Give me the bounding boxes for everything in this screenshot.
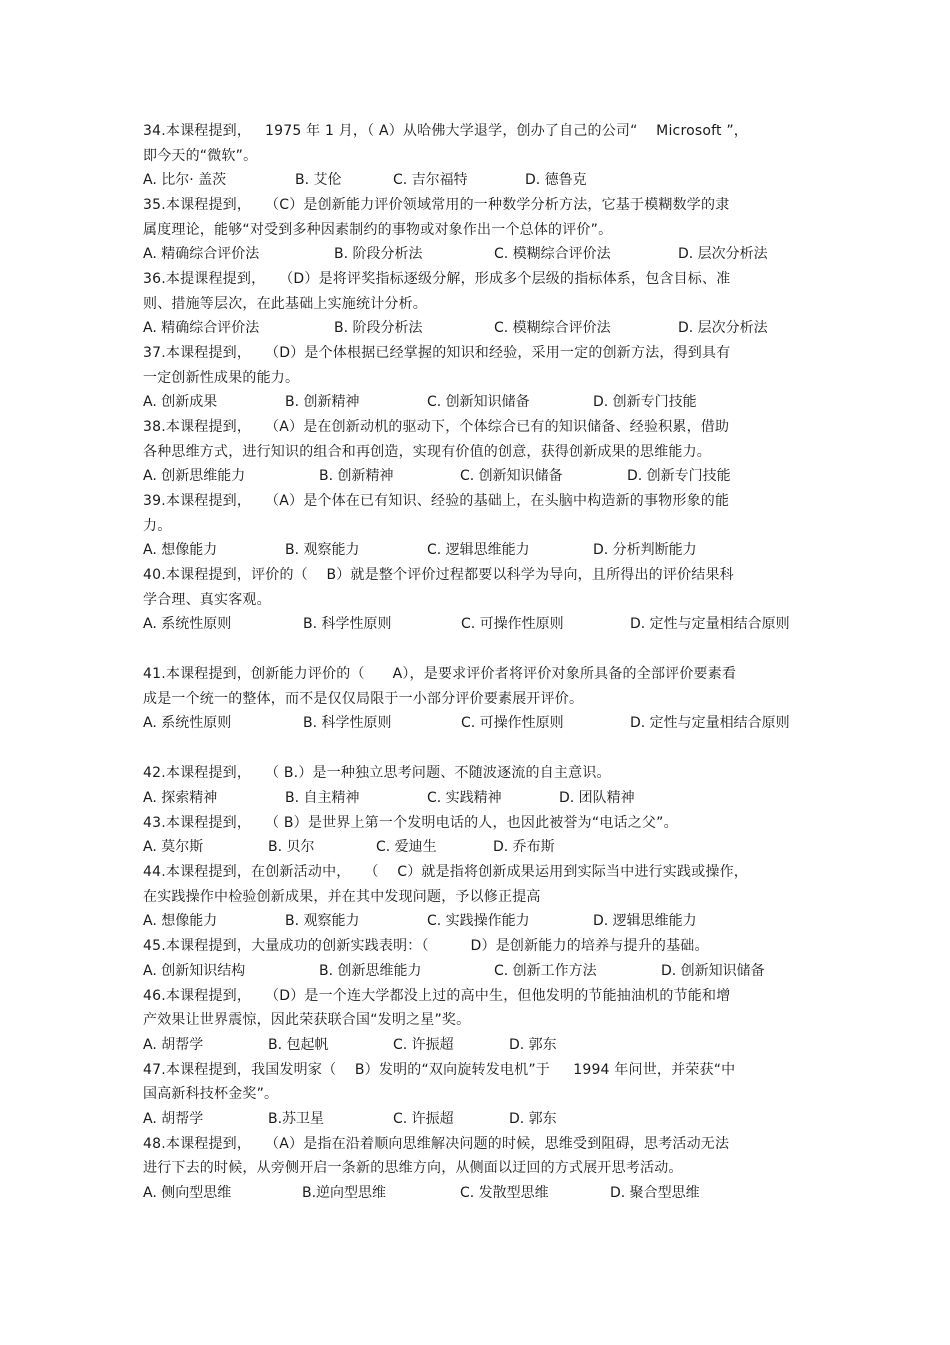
question-37: [143, 341, 803, 415]
question-47: [143, 1058, 803, 1132]
question-stem: 45.本课程提到，大量成功的创新实践表明：（ D）是创新能力的培养与提升的基础。: [143, 938, 709, 954]
option-row: [143, 168, 803, 193]
document-page: [143, 119, 803, 1206]
option-row: [143, 1181, 803, 1206]
option-a: A. 系统性原则: [143, 715, 232, 731]
option-row: [143, 390, 803, 415]
option-row: [143, 959, 803, 984]
option-a: A. 想像能力: [143, 913, 218, 929]
option-a: A. 莫尔斯: [143, 839, 204, 855]
option-c: C. 创新知识储备: [427, 394, 530, 410]
option-c: C. 实践精神: [427, 789, 502, 806]
option-a: A. 侧向型思维: [143, 1184, 232, 1201]
option-c: C. 创新知识储备: [460, 468, 563, 484]
option-b: B. 艾伦: [295, 172, 342, 188]
option-a: A. 精确综合评价法: [143, 246, 260, 262]
option-a: A. 创新成果: [143, 394, 218, 410]
option-d: D. 郭东: [509, 1110, 557, 1127]
question-46: [143, 984, 803, 1058]
question-45: [143, 934, 803, 984]
option-b: B. 科学性原则: [303, 715, 392, 731]
question-stem: 35.本课程提到， （C）是创新能力评价领域常用的一种数学分析方法，它基于模糊数学的隶 属度理论，能够“对受到多种因素制约的事物或对象作出一个总体的评价”。: [143, 197, 730, 238]
option-row: [143, 786, 803, 811]
option-c: C. 发散型思维: [460, 1184, 549, 1201]
question-36: [143, 267, 803, 341]
option-b: B. 观察能力: [285, 913, 360, 929]
question-34: [143, 119, 803, 193]
option-d: D. 聚合型思维: [610, 1184, 700, 1201]
option-row: [143, 1033, 803, 1058]
option-b: B. 科学性原则: [303, 616, 392, 632]
option-d: D. 层次分析法: [678, 320, 768, 336]
question-stem: 48.本课程提到， （A）是指在沿着顺向思维解决问题的时候，思维受到阻碍，思考活动无法 进行下去的时候，从旁侧开启一条新的思维方向，从侧面以迂回的方式展开思考活动。: [143, 1135, 730, 1176]
question-48: [143, 1132, 803, 1206]
option-row: [143, 316, 803, 341]
option-a: A. 胡帮学: [143, 1036, 204, 1053]
option-row: [143, 1107, 803, 1132]
question-38: [143, 415, 803, 489]
option-a: A. 精确综合评价法: [143, 320, 260, 336]
option-c: C. 可操作性原则: [461, 715, 564, 731]
question-stem: 38.本课程提到， （A）是在创新动机的驱动下，个体综合已有的知识储备、经验积累，借助 各种思维方式，进行知识的组合和再创造，实现有价值的创意，获得创新成果的思维能力。: [143, 419, 730, 460]
question-stem: 41.本课程提到，创新能力评价的（ A），是要求评价者将评价对象所具备的全部评价要素看 成是一个统一的整体，而不是仅仅局限于一小部分评价要素展开评价。: [143, 666, 737, 707]
option-d: D. 乔布斯: [493, 839, 555, 855]
option-d: D. 创新知识储备: [661, 962, 765, 979]
option-b: B. 创新思维能力: [319, 962, 422, 979]
option-row: [143, 711, 803, 761]
option-row: [143, 612, 803, 662]
option-d: D. 创新专门技能: [627, 468, 731, 484]
option-d: D. 德鲁克: [525, 172, 587, 188]
question-stem: 46.本课程提到， （D）是一个连大学都没上过的高中生，但他发明的节能抽油机的节能和增 产效果让世界震惊，因此荣获联合国“发明之星”奖。: [143, 987, 731, 1028]
question-41: [143, 662, 803, 761]
option-d: D. 团队精神: [559, 789, 635, 806]
question-stem: 40.本课程提到，评价的（ B）就是整个评价过程都要以科学为导向，且所得出的评价结果科 学合理、真实客观。: [143, 567, 734, 608]
option-a: A. 胡帮学: [143, 1110, 204, 1127]
option-c: C. 模糊综合评价法: [494, 246, 611, 262]
option-d: D. 分析判断能力: [593, 542, 697, 558]
question-stem: 39.本课程提到， （A）是个体在已有知识、经验的基础上，在头脑中构造新的事物形象的能 力。: [143, 493, 730, 534]
option-a: A. 创新思维能力: [143, 468, 246, 484]
question-stem: 47.本课程提到，我国发明家（ B）发明的“双向旋转发电机”于 1994 年问世，并荣获“中 国高新科技杯金奖”。: [143, 1061, 736, 1102]
option-c: C. 爱迪生: [376, 839, 437, 855]
option-d: D. 创新专门技能: [593, 394, 697, 410]
question-stem: 37.本课程提到， （D）是个体根据已经掌握的知识和经验，采用一定的创新方法，得到具有 一定创新性成果的能力。: [143, 345, 731, 386]
option-b: B. 阶段分析法: [334, 246, 423, 262]
question-stem: 43.本课程提到， （ B）是世界上第一个发明电话的人，也因此被誉为“电话之父”。: [143, 814, 678, 831]
question-stem: 36.本提课程提到， （D）是将评奖指标逐级分解，形成多个层级的指标体系，包含目标、准 则、措施等层次，在此基础上实施统计分析。: [143, 271, 731, 312]
option-row: [143, 242, 803, 267]
option-a: A. 想像能力: [143, 542, 218, 558]
option-c: C. 逻辑思维能力: [427, 542, 530, 558]
option-d: D. 定性与定量相结合原则: [630, 616, 790, 632]
option-d: D. 层次分析法: [678, 246, 768, 262]
option-d: D. 逻辑思维能力: [593, 913, 697, 929]
question-40: [143, 563, 803, 662]
question-44: [143, 860, 803, 934]
option-c: C. 许振超: [393, 1036, 454, 1053]
option-c: C. 实践操作能力: [427, 913, 530, 929]
question-stem: 34.本课程提到， 1975 年 1 月，（ A）从哈佛大学退学，创办了自己的公司“ Microsoft ”， 即今天的“微软”。: [143, 123, 748, 164]
option-b: B. 创新精神: [319, 468, 394, 484]
option-row: [143, 464, 803, 489]
option-b: B. 观察能力: [285, 542, 360, 558]
option-b: B.逆向型思维: [302, 1184, 387, 1201]
option-a: A. 系统性原则: [143, 616, 232, 632]
option-b: B. 阶段分析法: [334, 320, 423, 336]
option-d: D. 定性与定量相结合原则: [630, 715, 790, 731]
option-row: [143, 835, 803, 860]
option-a: A. 探索精神: [143, 789, 218, 806]
option-b: B. 包起帆: [268, 1036, 329, 1053]
option-c: C. 模糊综合评价法: [494, 320, 611, 336]
option-c: C. 可操作性原则: [461, 616, 564, 632]
option-a: A. 比尔· 盖茨: [143, 172, 227, 188]
option-a: A. 创新知识结构: [143, 962, 246, 979]
option-b: B. 自主精神: [285, 789, 360, 806]
question-35: [143, 193, 803, 267]
option-d: D. 郭东: [509, 1036, 557, 1053]
question-43: [143, 811, 803, 861]
option-b: B. 贝尔: [268, 839, 315, 855]
question-stem: 44.本课程提到，在创新活动中， （ C）就是指将创新成果运用到实际当中进行实践或操作， 在实践操作中检验创新成果，并在其中发现问题，予以修正提高: [143, 864, 748, 905]
option-row: [143, 538, 803, 563]
option-b: B.苏卫星: [268, 1110, 325, 1127]
option-c: C. 吉尔福特: [393, 172, 468, 188]
option-b: B. 创新精神: [285, 394, 360, 410]
question-stem: 42.本课程提到， （ B.）是一种独立思考问题、不随波逐流的自主意识。: [143, 765, 611, 781]
option-row: [143, 909, 803, 934]
option-c: C. 创新工作方法: [494, 962, 597, 979]
option-c: C. 许振超: [393, 1110, 454, 1127]
question-42: [143, 761, 803, 811]
question-39: [143, 489, 803, 563]
